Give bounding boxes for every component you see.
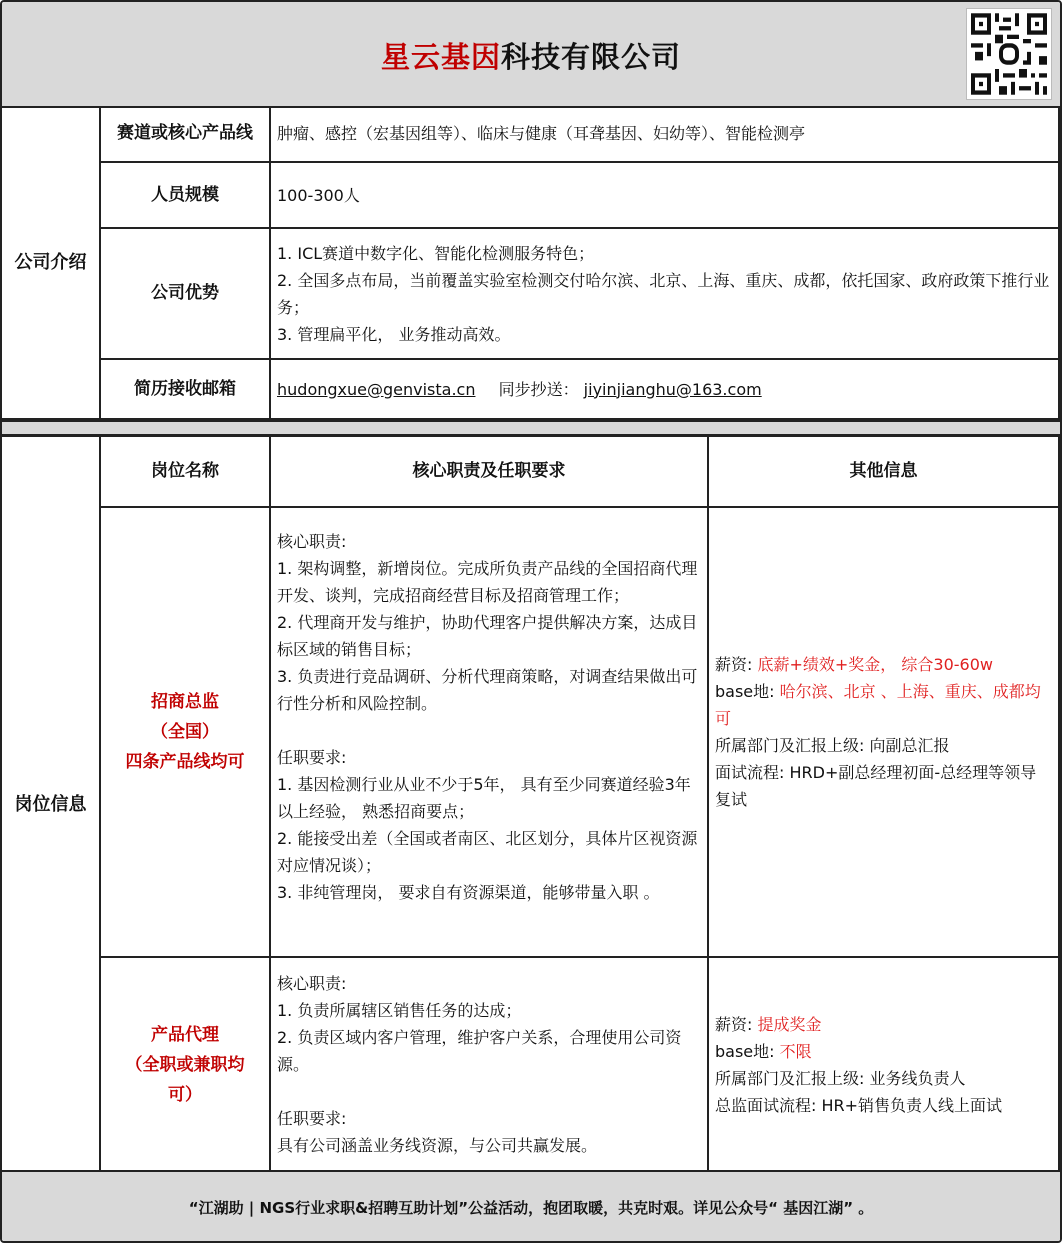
- job1-interview: 面试流程: HRD+副总经理初面-总经理等领导复试: [715, 763, 1037, 809]
- job1-duty-2: 2. 代理商开发与维护，协助代理客户提供解决方案，达成目标区域的销售目标；: [277, 613, 698, 659]
- staff-size-label: 人员规模: [100, 162, 270, 228]
- job1-req-1: 1. 基因检测行业从业不少于5年， 具有至少同赛道经验3年以上经验， 熟悉招商要点；: [277, 775, 691, 821]
- qr-code-image: [966, 8, 1052, 100]
- qr-code-graphic: [967, 9, 1051, 99]
- job1-req-3: 3. 非纯管理岗， 要求自有资源渠道，能够带量入职 。: [277, 883, 660, 902]
- job2-name-line-2: （全职或兼职均: [125, 1054, 245, 1075]
- company-title-highlight: 星云基因: [380, 40, 501, 74]
- job1-salary-label: 薪资:: [715, 655, 758, 674]
- job1-base: [715, 678, 1052, 732]
- job1-salary: [715, 651, 1052, 678]
- cc-email-link[interactable]: jiyinjianghu@163.com: [583, 379, 762, 399]
- jobs-section-label: 岗位信息: [2, 437, 100, 1172]
- footer-band: [2, 1170, 1060, 1243]
- job1-req-2: 2. 能接受出差（全国或者南区、北区划分，具体片区视资源对应情况谈）；: [277, 829, 698, 875]
- company-title: [2, 35, 1060, 76]
- job-name-header: 岗位名称: [100, 437, 270, 507]
- email-value: [270, 359, 1059, 419]
- job2-duty-2: 2. 负责区域内客户管理，维护客户关系，合理使用公司资源。: [277, 1028, 682, 1074]
- job2-name: [100, 957, 270, 1172]
- company-title-rest: 科技有限公司: [501, 40, 682, 74]
- job2-salary-value: 提成奖金: [757, 1014, 822, 1034]
- job2-name-line-1: 产品代理: [151, 1024, 219, 1045]
- job1-name-line-3: 四条产品线均可: [125, 752, 245, 772]
- advantage-label: 公司优势: [100, 228, 270, 359]
- job1-name: [100, 507, 270, 957]
- email-label: 简历接收邮箱: [100, 359, 270, 419]
- job1-name-line-1: 招商总监: [151, 692, 219, 712]
- job1-duty-1: 1. 架构调整，新增岗位。完成所负责产品线的全国招商代理开发、谈判，完成招商经营目标及招商管理工作；: [277, 559, 698, 605]
- job2-duties: [270, 957, 708, 1172]
- advantage-line-2: 2. 全国多点布局，当前覆盖实验室检测交付哈尔滨、北京、上海、重庆、成都，依托国家、政府政策下推行业务；: [277, 270, 1050, 317]
- job2-dept: 所属部门及汇报上级: 业务线负责人: [715, 1068, 966, 1088]
- job-other-header: 其他信息: [708, 437, 1059, 507]
- job2-other-info: [708, 957, 1059, 1172]
- resume-email-link[interactable]: hudongxue@genvista.cn: [277, 379, 476, 399]
- job-info-table: [2, 437, 1060, 1173]
- job1-other-info: [708, 507, 1059, 957]
- cc-label: 同步抄送：: [498, 379, 579, 399]
- job2-name-line-3: 可）: [168, 1084, 202, 1105]
- advantage-line-3: 3. 管理扁平化， 业务推动高效。: [277, 324, 511, 344]
- company-intro-table: [2, 106, 1060, 420]
- job2-base-label: base地:: [715, 1041, 780, 1061]
- job2-duty-title: 核心职责:: [277, 974, 347, 993]
- job1-base-value: 哈尔滨、北京 、上海、重庆、成都均可: [715, 682, 1041, 728]
- staff-size-value: 100-300人: [270, 162, 1059, 228]
- advantage-value: [270, 228, 1059, 359]
- job2-base: [715, 1038, 1052, 1065]
- header-band: [2, 2, 1060, 108]
- job1-duties: [270, 507, 708, 957]
- job1-req-title: 任职要求:: [277, 748, 347, 767]
- section-divider-band: [2, 419, 1060, 437]
- job2-base-value: 不限: [779, 1041, 812, 1061]
- job1-dept: 所属部门及汇报上级: 向副总汇报: [715, 736, 950, 755]
- job2-duty-1: 1. 负责所属辖区销售任务的达成；: [277, 1001, 522, 1020]
- job1-duty-3: 3. 负责进行竞品调研、分析代理商策略，对调查结果做出可行性分析和风险控制。: [277, 667, 698, 713]
- job1-duty-title: 核心职责:: [277, 532, 347, 551]
- job2-salary: [715, 1011, 1052, 1038]
- job2-req-title: 任职要求:: [277, 1109, 347, 1128]
- job2-req-1: 具有公司涵盖业务线资源，与公司共赢发展。: [277, 1136, 598, 1155]
- job2-interview: 总监面试流程: HR+销售负责人线上面试: [715, 1095, 1003, 1115]
- advantage-line-1: 1. ICL赛道中数字化、智能化检测服务特色；: [277, 243, 595, 263]
- job1-name-line-2: （全国）: [151, 722, 219, 742]
- footer-text: “江湖助 | NGS行业求职&招聘互助计划”公益活动，抱团取暖，共克时艰。详见公众号“ 基因江湖” 。: [188, 1199, 874, 1217]
- intro-section-label: 公司介绍: [2, 106, 100, 419]
- job2-salary-label: 薪资:: [715, 1014, 758, 1034]
- job-duty-header: 核心职责及任职要求: [270, 437, 708, 507]
- job1-salary-value: 底薪+绩效+奖金， 综合30-60w: [757, 655, 993, 674]
- track-label: 赛道或核心产品线: [100, 106, 270, 162]
- job1-base-label: base地:: [715, 682, 780, 701]
- track-value: 肿瘤、感控（宏基因组等）、临床与健康（耳聋基因、妇幼等）、智能检测亭: [270, 106, 1059, 162]
